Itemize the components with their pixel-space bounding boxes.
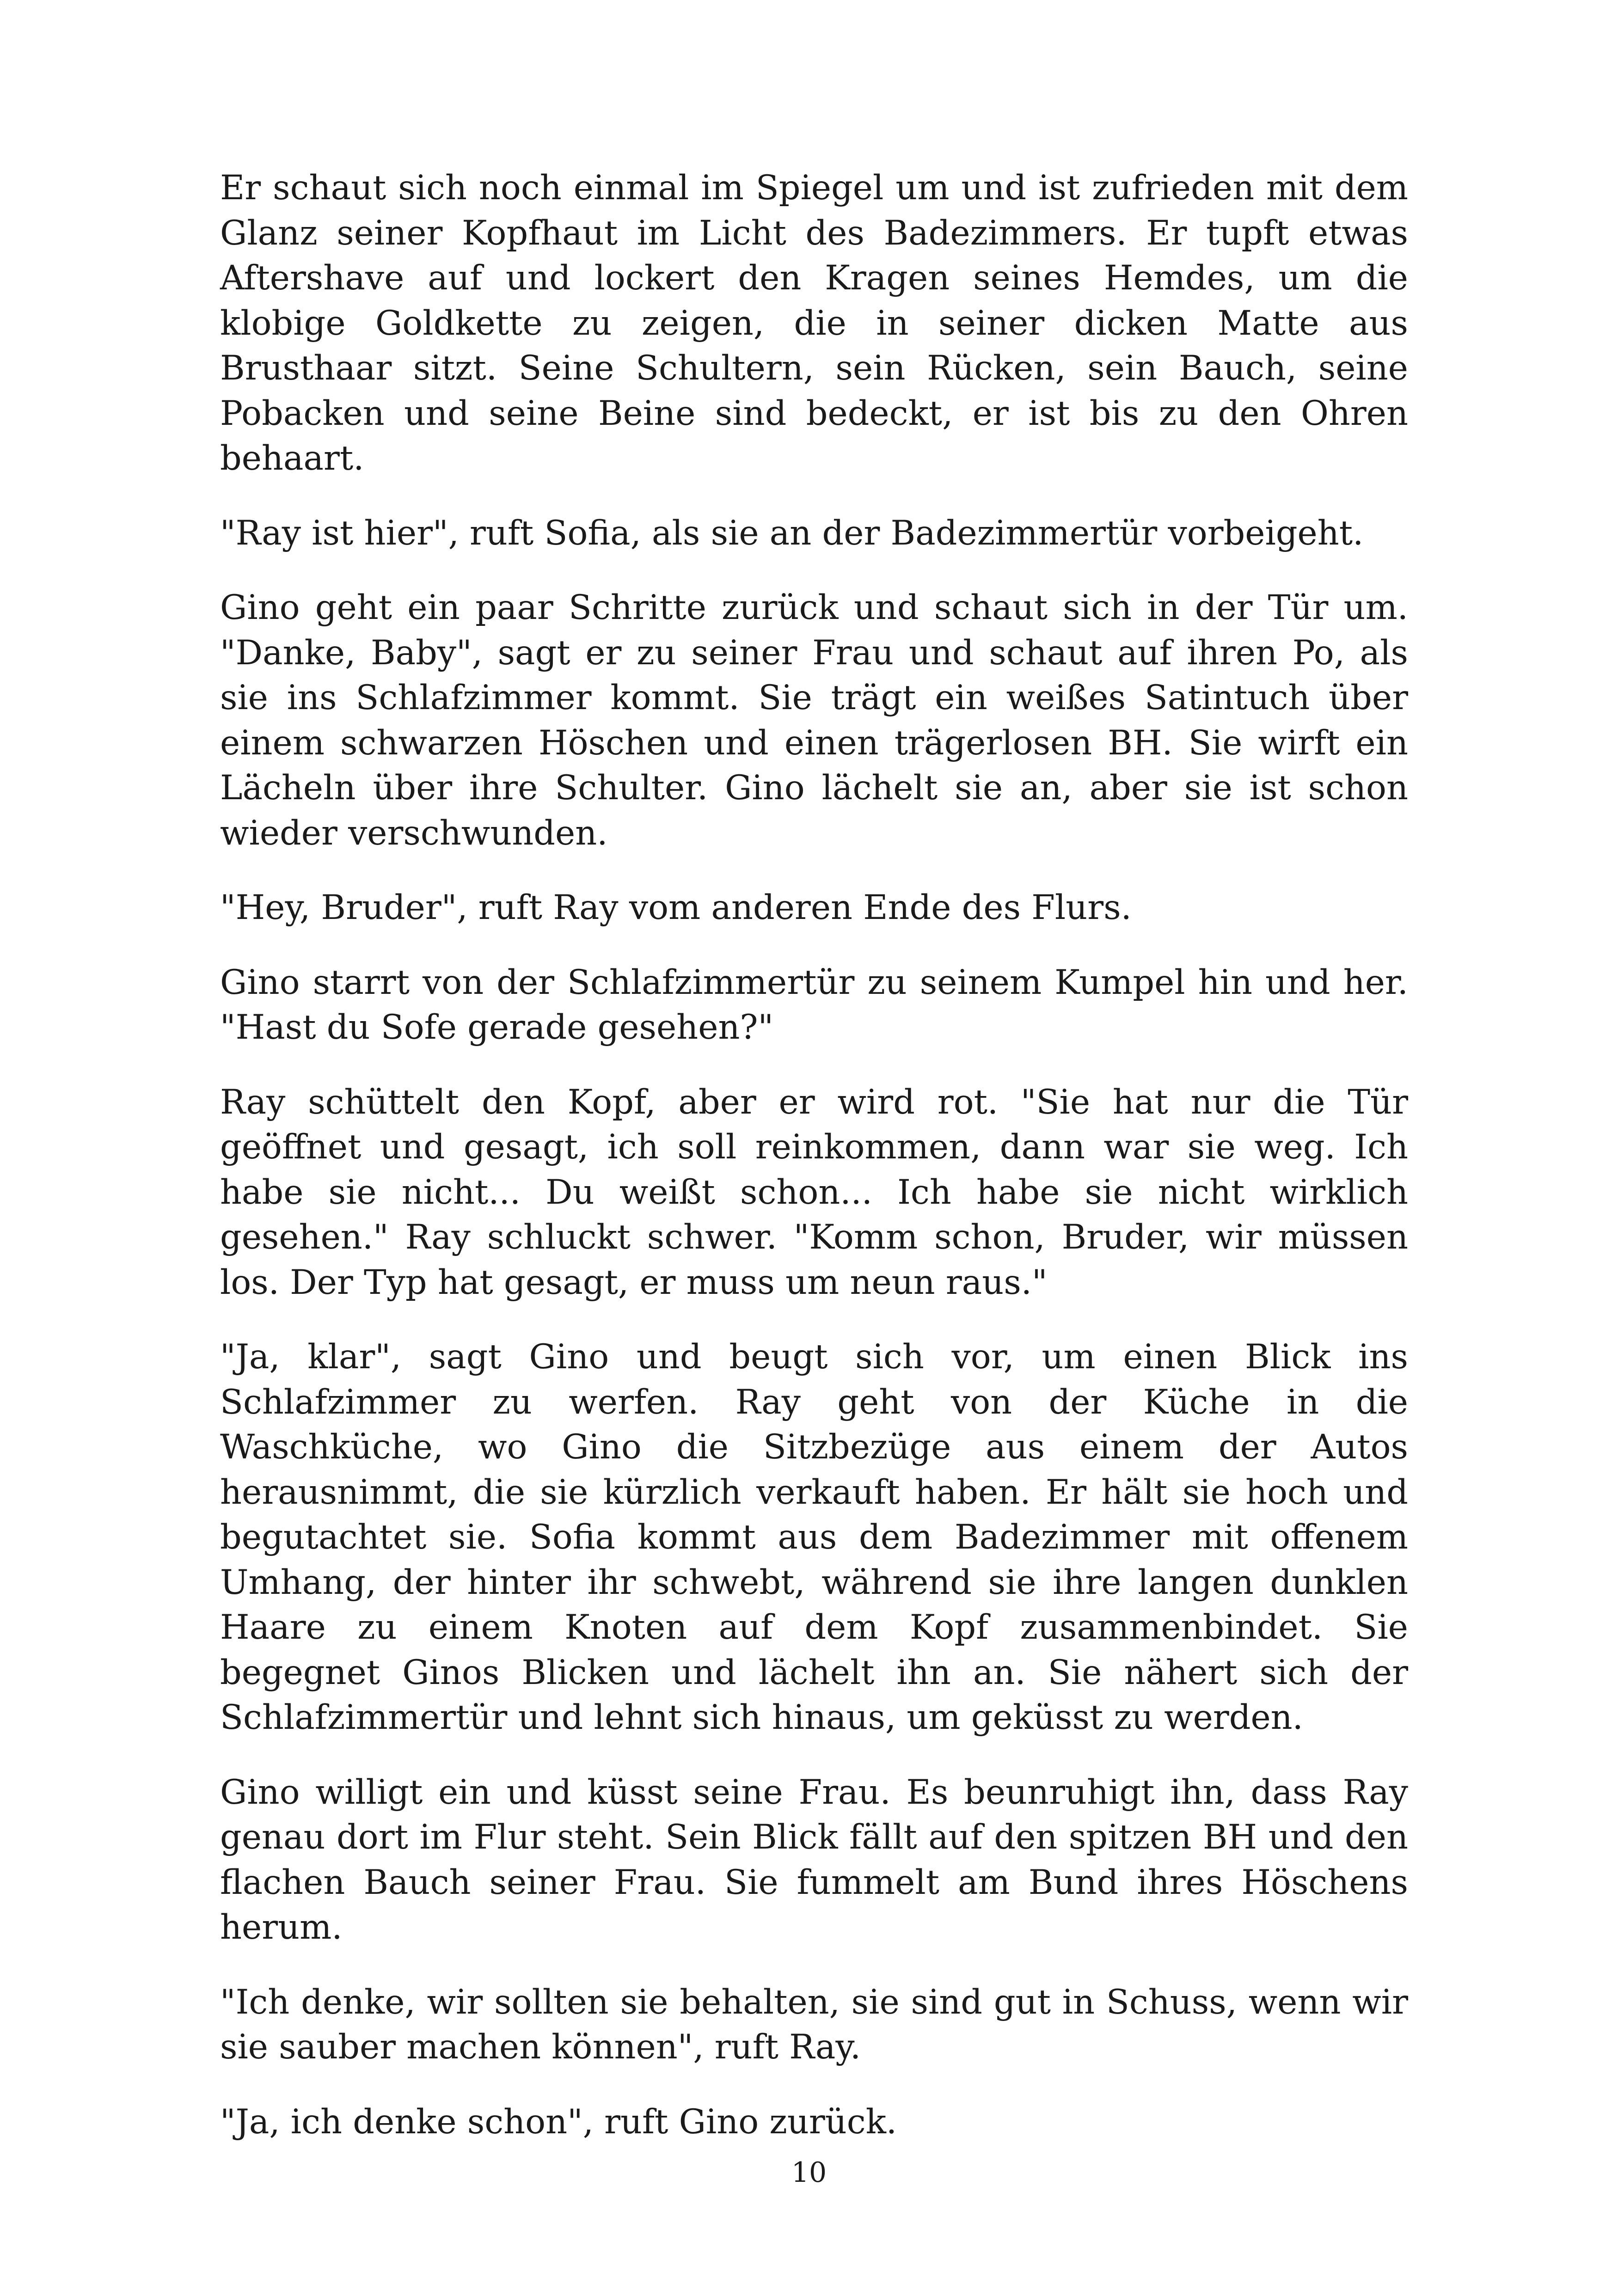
paragraph-4: "Hey, Bruder", ruft Ray vom anderen Ende des Flurs. [220, 888, 1132, 927]
paragraph-2: "Ray ist hier", ruft Sofia, als sie an der Badezimmertür vorbeigeht. [220, 513, 1364, 553]
paragraph-8: Gino willigt ein und küsst seine Frau. Es beunruhigt ihn, dass Ray genau dort im Flur steht. Sein Blick fällt auf den spitzen BH und den flachen Bauch seiner Frau. Sie fummelt am Bund ihres Höschens herum. [220, 1772, 1408, 1947]
paragraph-1: Er schaut sich noch einmal im Spiegel um und ist zufrieden mit dem Glanz seiner Kopfhaut im Licht des Badezimmers. Er tupft etwas Aftershave auf und lockert den Kragen seines Hemdes, um die klobige Goldkette zu zeigen, die in seiner dicken Matte aus Brusthaar sitzt. Seine Schultern, sein Rücken, sein Bauch, seine Pobacken und seine Beine sind bedeckt, er ist bis zu den Ohren behaart. [220, 168, 1408, 478]
paragraph-10: "Ja, ich denke schon", ruft Gino zurück. [220, 2102, 897, 2142]
paragraph-5: Gino starrt von der Schlafzimmertür zu seinem Kumpel hin und her. "Hast du Sofe gerade gesehen?" [220, 962, 1408, 1047]
paragraph-3: Gino geht ein paar Schritte zurück und schaut sich in der Tür um. "Danke, Baby", sagt er zu seiner Frau und schaut auf ihren Po, als sie ins Schlafzimmer kommt. Sie trägt ein weißes Satintuch über einem schwarzen Höschen und einen trägerlosen BH. Sie wirft ein Lächeln über ihre Schulter. Gino lächelt sie an, aber sie ist schon wieder verschwunden. [220, 588, 1408, 853]
body-text [220, 165, 1408, 2174]
paragraph-7: "Ja, klar", sagt Gino und beugt sich vor, um einen Blick ins Schlafzimmer zu werfen. Ray geht von der Küche in die Waschküche, wo Gino die Sitzbezüge aus einem der Autos herausnimmt, die sie kürzlich verkauft haben. Er hält sie hoch und begutachtet sie. Sofia kommt aus dem Badezimmer mit offenem Umhang, der hinter ihr schwebt, während sie ihre langen dunklen Haare zu einem Knoten auf dem Kopf zusammenbindet. Sie begegnet Ginos Blicken und lächelt ihn an. Sie nähert sich der Schlafzimmertür und lehnt sich hinaus, um geküsst zu werden. [220, 1337, 1408, 1737]
page-number: 10 [791, 2156, 827, 2189]
paragraph-9: "Ich denke, wir sollten sie behalten, sie sind gut in Schuss, wenn wir sie sauber machen können", ruft Ray. [220, 1982, 1408, 2067]
paragraph-6: Ray schüttelt den Kopf, aber er wird rot. "Sie hat nur die Tür geöffnet und gesagt, ich soll reinkommen, dann war sie weg. Ich habe sie nicht... Du weißt schon... Ich habe sie nicht wirklich gesehen." Ray schluckt schwer. "Komm schon, Bruder, wir müssen los. Der Typ hat gesagt, er muss um neun raus." [220, 1082, 1408, 1302]
